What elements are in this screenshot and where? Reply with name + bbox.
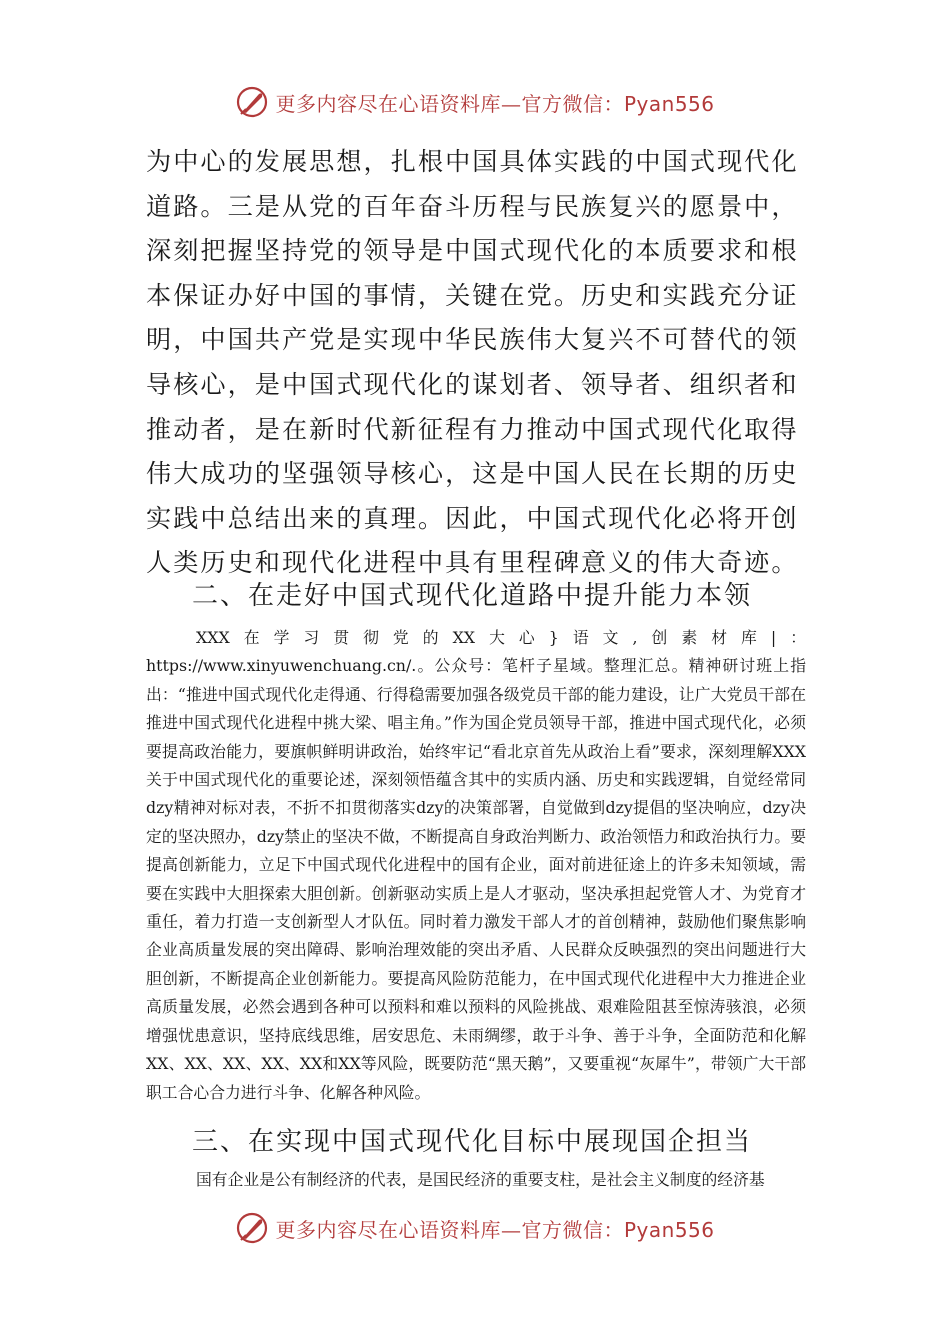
footer-banner-text: 更多内容尽在心语资料库—官方微信：: [275, 1217, 624, 1242]
quill-logo-icon: [235, 1211, 269, 1245]
header-banner: [0, 82, 950, 122]
body-paragraph-2: XXX在学习贯彻党的XX大心}语文,创素材库|：https://www.xinyuwenchuang.cn/.。公众号：笔杆子星域。整理汇总。精神研讨班上指出：“推进中国式现代化走得通、行得稳需要加强各级党员干部的能力建设，让广大党员干部在推进中国式现代化进程中挑大梁、唱主角。”作为国企党员领导干部，推进中国式现代化，必须要提高政治能力，要旗帜鲜明讲政治，始终牢记“看北京首先从政治上看”要求，深刻理解XXX关于中国式现代化的重要论述，深刻领悟蕴含其中的实质内涵、历史和实践逻辑，自觉经常同dzy精神对标对表，不折不扣贯彻落实dzy的决策部署，自觉做到dzy提倡的坚决响应，dzy决定的坚决照办，dzy禁止的坚决不做，不断提高自身政治判断力、政治领悟力和政治执行力。要提高创新能力，立足下中国式现代化进程中的国有企业，面对前进征途上的许多未知领域，需要在实践中大胆探索大胆创新。创新驱动实质上是人才驱动，坚决承担起党管人才、为党育才重任，着力打造一支创新型人才队伍。同时着力激发干部人才的首创精神，鼓励他们聚焦影响企业高质量发展的突出障碍、影响治理效能的突出矛盾、人民群众反映强烈的突出问题进行大胆创新，不断提高企业创新能力。要提高风险防范能力，在中国式现代化进程中大力推进企业高质量发展，必然会遇到各种可以预料和难以预料的风险挑战、艰难险阻甚至惊涛骇浪，必须增强忧患意识，坚持底线思维，居安思危、未雨绸缪，敢于斗争、善于斗争，全面防范和化解XX、XX、XX、XX、XX和XX等风险，既要防范“黑天鹅”，又要重视“灰犀牛”，带领广大干部职工合心合力进行斗争、化解各种风险。: [146, 628, 806, 1102]
section-heading-3: 三、在实现中国式现代化目标中展现国企担当: [192, 1127, 753, 1157]
body-paragraph-1: 为中心的发展思想，扎根中国具体实践的中国式现代化道路。三是从党的百年奋斗历程与民族复兴的愿景中，深刻把握坚持党的领导是中国式现代化的本质要求和根本保证办好中国的事情，关键在党。历史和实践充分证明，中国共产党是实现中华民族伟大复兴不可替代的领导核心，是中国式现代化的谋划者、领导者、组织者和推动者，是在新时代新征程有力推动中国式现代化取得伟大成功的坚强领导核心，这是中国人民在长期的历史实践中总结出来的真理。因此，中国式现代化必将开创人类历史和现代化进程中具有里程碑意义的伟大奇迹。: [146, 147, 799, 578]
footer-wechat-id: Pyan556: [623, 1217, 715, 1242]
body-paragraph-3: 国有企业是公有制经济的代表，是国民经济的重要支柱，是社会主义制度的经济基: [196, 1170, 765, 1189]
header-wechat-id: Pyan556: [623, 91, 715, 116]
quill-logo-icon: [235, 85, 269, 119]
footer-banner: [0, 1208, 950, 1248]
header-banner-text: 更多内容尽在心语资料库—官方微信：: [275, 91, 624, 116]
section-heading-2: 二、在走好中国式现代化道路中提升能力本领: [192, 581, 753, 611]
